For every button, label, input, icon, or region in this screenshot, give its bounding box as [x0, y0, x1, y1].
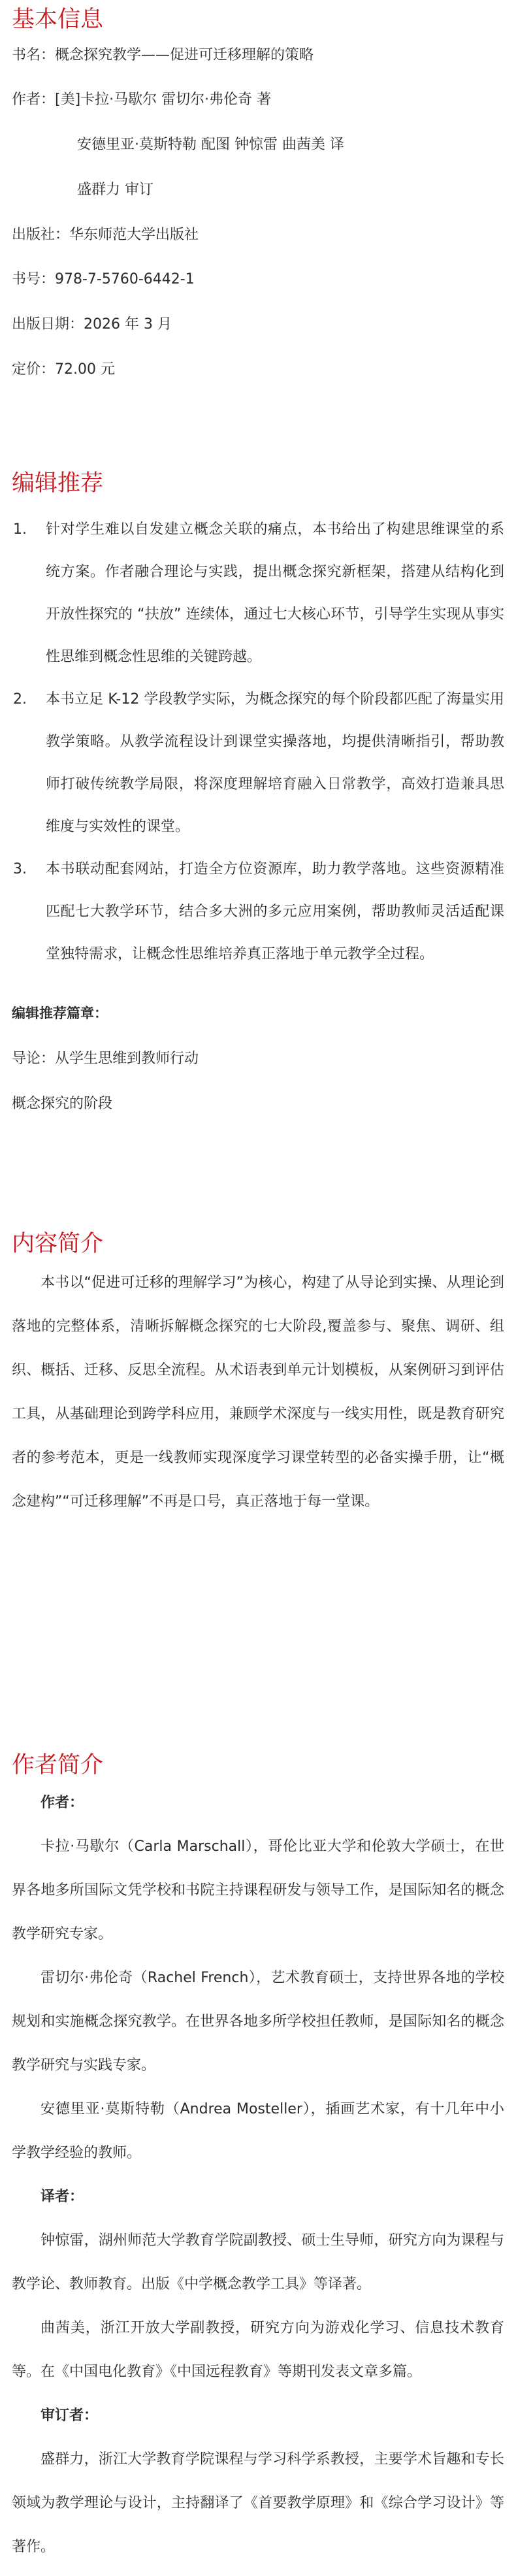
author-bio: 雷切尔·弗伦奇（Rachel French），艺术教育硕士，支持世界各地的学校规划和实施概念探究教学。在世界各地多所学校担任教师，是国际知名的概念教学研究与实践专家。	[12, 1969, 504, 2074]
list-text: 针对学生难以自发建立概念关联的痛点，本书给出了构建思维课堂的系统方案。作者融合理论与实践，提出概念探究新框架，搭建从结构化到开放性探究的 “扶放” 连续体，通过七大核心环节，引导学生实现从事实性思维到概念性思维的关键跨越。	[46, 521, 504, 665]
list-text: 本书联动配套网站，打造全方位资源库，助力教学落地。这些资源精准匹配七大教学环节，结合多大洲的多元应用案例，帮助教师灵活适配课堂独特需求，让概念性思维培养真正落地于单元教学全过程。	[46, 860, 504, 962]
recommend-articles-heading: 编辑推荐篇章：	[12, 1005, 108, 1021]
authors-subheading: 作者：	[40, 1794, 84, 1811]
content-intro-title: 内容简介	[12, 1231, 104, 1257]
editor-recommend-title: 编辑推荐	[12, 470, 104, 497]
isbn: 书号：978-7-5760-6442-1	[12, 271, 195, 288]
list-item	[12, 508, 504, 678]
authors-line-1: 作者：[美]卡拉·马歇尔 雷切尔·弗伦奇 著	[12, 91, 272, 108]
reviewer-bio: 盛群力，浙江大学教育学院课程与学习科学系教授，主要学术旨趣和专长领域为教学理论与设计，主持翻译了《首要教学原理》和《综合学习设计》等著作。	[12, 2451, 504, 2555]
content-intro-text: 本书以“促进可迁移的理解学习”为核心，构建了从导论到实操、从理论到落地的完整体系，清晰拆解概念探究的七大阶段,覆盖参与、聚焦、调研、组织、概括、迁移、反思全流程。从术语表到单元计划模板，从案例研习到评估工具，从基础理论到跨学科应用，兼顾学术深度与一线实用性，既是教育研究者的参考范本，更是一线教师实现深度学习课堂转型的必备实操手册，让“概念建构”“可迁移理解”不再是口号，真正落地于每一堂课。	[12, 1274, 504, 1510]
recommend-list	[12, 508, 504, 975]
authors-line-3: 盛群力 审订	[77, 181, 153, 198]
recommend-article-2: 概念探究的阶段	[12, 1095, 113, 1112]
author-bio: 卡拉·马歇尔（Carla Marschall），哥伦比亚大学和伦敦大学硕士，在世界各地多所国际文凭学校和书院主持课程研发与领导工作，是国际知名的概念教学研究专家。	[12, 1838, 504, 1942]
author-bio: 安德里亚·莫斯特勒（Andrea Mosteller），插画艺术家，有十几年中小学教学经验的教师。	[12, 2100, 504, 2161]
list-item	[12, 848, 504, 975]
translator-bio: 钟惊雷，湖州师范大学教育学院副教授、硕士生导师，研究方向为课程与教学论、教师教育。出版《中学概念教学工具》等译著。	[12, 2232, 504, 2292]
author-intro-section	[12, 1751, 504, 2569]
pub-date: 出版日期：2026 年 3 月	[12, 316, 172, 333]
content-intro-section	[12, 1230, 504, 1524]
authors-line-2: 安德里亚·莫斯特勒 配图 钟惊雷 曲茜美 译	[77, 137, 344, 154]
publisher: 出版社：华东师范大学出版社	[12, 226, 199, 243]
author-intro-title: 作者简介	[12, 1752, 104, 1778]
price: 定价：72.00 元	[12, 361, 115, 378]
list-number: 2.	[13, 691, 27, 708]
basic-info-section	[12, 5, 504, 380]
basic-info-title: 基本信息	[12, 7, 104, 33]
list-number: 1.	[13, 521, 27, 538]
list-number: 3.	[13, 860, 27, 877]
editor-recommend-section	[12, 469, 504, 1113]
list-text: 本书立足 K-12 学段教学实际，为概念探究的每个阶段都匹配了海量实用教学策略。从教学流程设计到课堂实操落地，均提供清晰指引，帮助教师打破传统教学局限，将深度理解培育融入日常教学，高效打造兼具思维度与实效性的课堂。	[46, 691, 504, 835]
book-name: 书名：概念探究教学——促进可迁移理解的策略	[12, 46, 314, 63]
translator-bio: 曲茜美，浙江开放大学副教授，研究方向为游戏化学习、信息技术教育等。在《中国电化教育》《中国远程教育》等期刊发表文章多篇。	[12, 2319, 504, 2380]
recommend-article-1: 导论：从学生思维到教师行动	[12, 1050, 199, 1067]
list-item	[12, 678, 504, 848]
reviewers-subheading: 审订者：	[40, 2407, 99, 2424]
translators-subheading: 译者：	[40, 2188, 84, 2205]
